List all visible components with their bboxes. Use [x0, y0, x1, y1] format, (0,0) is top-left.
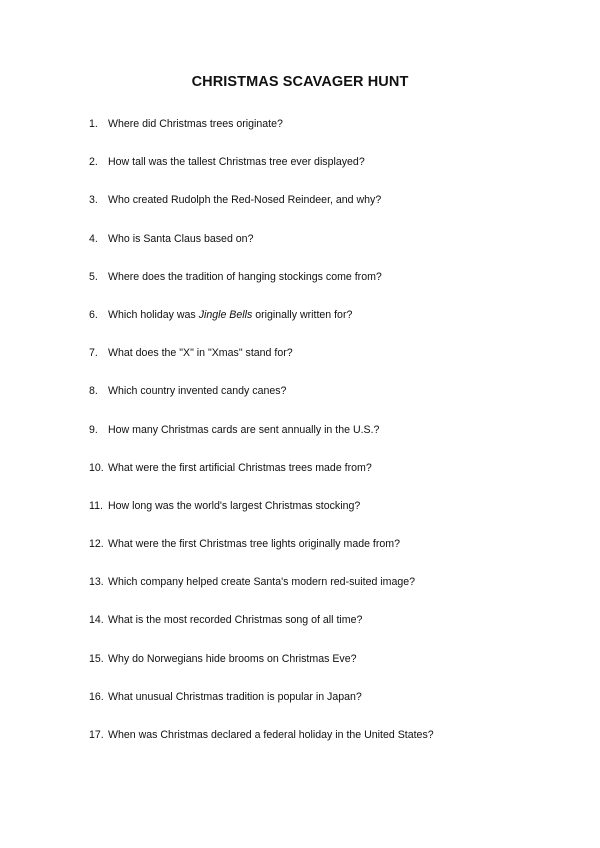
question-number: 1.	[89, 118, 98, 130]
question-number: 3.	[89, 194, 98, 207]
question-number: 11.	[89, 499, 103, 512]
question-number: 2.	[89, 156, 98, 169]
question-text: Which company helped create Santa's modern red-suited image?	[108, 576, 416, 589]
question-item	[89, 118, 569, 156]
question-number: 4.	[89, 232, 98, 245]
question-list	[89, 118, 569, 767]
question-number: 8.	[89, 385, 98, 398]
question-item	[89, 729, 569, 767]
question-item	[89, 271, 569, 309]
question-item	[89, 614, 569, 652]
question-text: How many Christmas cards are sent annually in the U.S.?	[108, 423, 380, 436]
question-item	[89, 653, 569, 691]
question-item	[89, 424, 569, 462]
question-number: 5.	[89, 270, 98, 283]
question-text: How tall was the tallest Christmas tree ever displayed?	[108, 156, 365, 169]
question-text-before: Which holiday was	[108, 308, 199, 321]
question-text: What is the most recorded Christmas song of all time?	[108, 614, 363, 627]
question-number: 13.	[89, 576, 104, 589]
question-text	[108, 309, 352, 321]
question-item	[89, 347, 569, 385]
question-number: 6.	[89, 308, 98, 321]
question-number: 14.	[89, 614, 104, 627]
question-text: Where did Christmas trees originate?	[108, 118, 283, 130]
question-text: Who created Rudolph the Red-Nosed Reindeer, and why?	[108, 194, 382, 207]
question-text: When was Christmas declared a federal holiday in the United States?	[108, 729, 434, 741]
question-text: Why do Norwegians hide brooms on Christmas Eve?	[108, 652, 357, 665]
question-number: 9.	[89, 423, 98, 436]
question-text: What were the first artificial Christmas trees made from?	[108, 461, 372, 474]
song-title: Jingle Bells	[198, 308, 253, 321]
question-number: 17.	[89, 729, 104, 741]
question-number: 10.	[89, 461, 104, 474]
question-text-after: originally written for?	[252, 308, 353, 321]
page-title: CHRISTMAS SCAVAGER HUNT	[191, 74, 409, 90]
question-number: 15.	[89, 652, 104, 665]
question-text: What were the first Christmas tree lights originally made from?	[108, 538, 401, 551]
question-text: Which country invented candy canes?	[108, 385, 287, 398]
question-item	[89, 576, 569, 614]
question-text: Where does the tradition of hanging stockings come from?	[108, 270, 382, 283]
question-item	[89, 156, 569, 194]
question-item	[89, 538, 569, 576]
question-item	[89, 385, 569, 423]
question-item	[89, 500, 569, 538]
question-item	[89, 309, 569, 347]
question-item	[89, 691, 569, 729]
question-item	[89, 462, 569, 500]
question-item	[89, 194, 569, 232]
question-text: How long was the world's largest Christmas stocking?	[108, 499, 361, 512]
question-item	[89, 233, 569, 271]
question-number: 12.	[89, 538, 104, 551]
question-text: What unusual Christmas tradition is popular in Japan?	[108, 690, 362, 703]
question-number: 7.	[89, 347, 98, 360]
question-text: Who is Santa Claus based on?	[108, 232, 254, 245]
question-text: What does the "X" in "Xmas" stand for?	[108, 347, 293, 360]
question-number: 16.	[89, 690, 104, 703]
